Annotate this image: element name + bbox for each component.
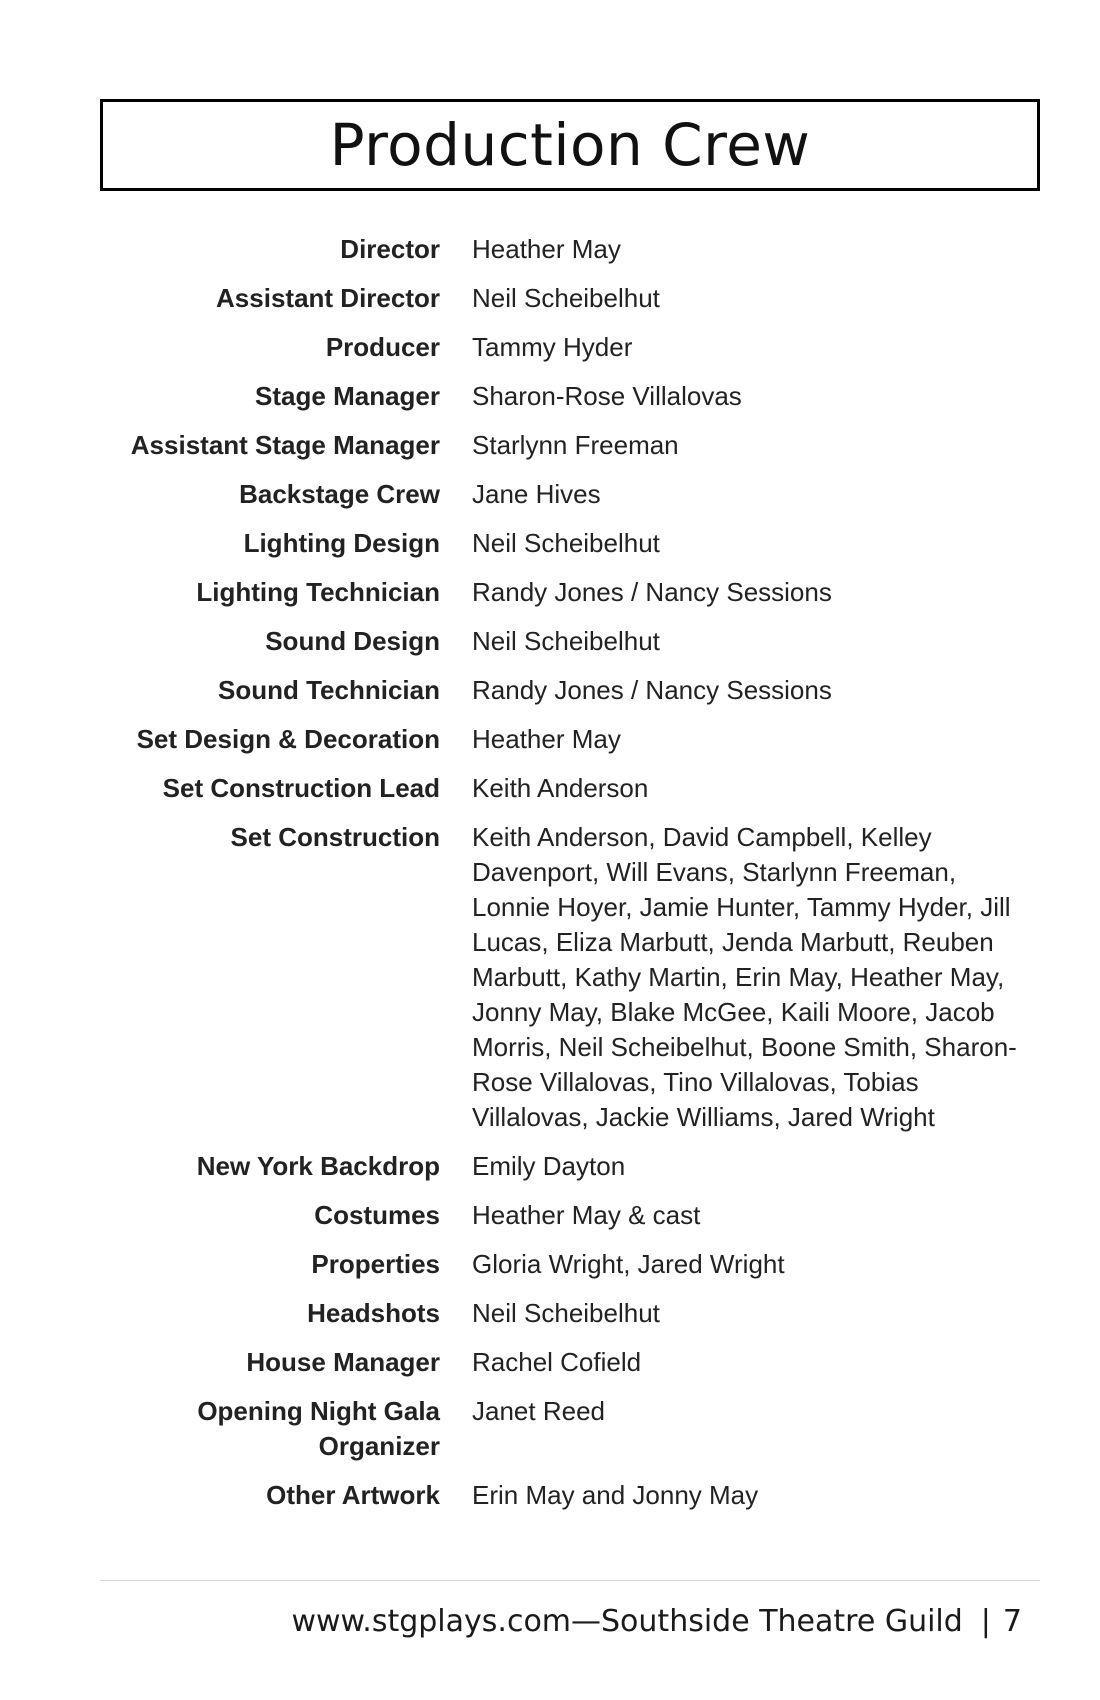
crew-row bbox=[100, 1247, 1040, 1282]
crew-names: Keith Anderson, David Campbell, Kelley Davenport, Will Evans, Starlynn Freeman, Lonnie Hoyer, Jamie Hunter, Tammy Hyder, Jill Lucas, Eliza Marbutt, Jenda Marbutt, Reuben Marbutt, Kathy Martin, Erin May, Heather May, Jonny May, Blake McGee, Kaili Moore, Jacob Morris, Neil Scheibelhut, Boone Smith, Sharon-Rose Villalovas, Tino Villalovas, Tobias Villalovas, Jackie Williams, Jared Wright bbox=[472, 822, 1017, 1132]
crew-row bbox=[100, 281, 1040, 316]
crew-names: Starlynn Freeman bbox=[472, 430, 679, 460]
crew-role: Set Construction bbox=[230, 822, 440, 852]
crew-names: Randy Jones / Nancy Sessions bbox=[472, 675, 832, 705]
crew-row bbox=[100, 820, 1040, 1135]
crew-row bbox=[100, 428, 1040, 463]
crew-row bbox=[100, 526, 1040, 561]
crew-role: Assistant Director bbox=[216, 283, 440, 313]
crew-row bbox=[100, 330, 1040, 365]
crew-names: Janet Reed bbox=[472, 1396, 605, 1426]
crew-role: Backstage Crew bbox=[239, 479, 440, 509]
crew-row bbox=[100, 722, 1040, 757]
crew-names: Randy Jones / Nancy Sessions bbox=[472, 577, 832, 607]
crew-row bbox=[100, 1394, 1040, 1464]
crew-row bbox=[100, 379, 1040, 414]
crew-role: Headshots bbox=[307, 1298, 440, 1328]
footer-separator: | bbox=[980, 1604, 991, 1639]
crew-row bbox=[100, 1345, 1040, 1380]
crew-role: Other Artwork bbox=[266, 1480, 440, 1510]
crew-row bbox=[100, 1296, 1040, 1331]
crew-names: Keith Anderson bbox=[472, 773, 649, 803]
footer bbox=[291, 1604, 1022, 1639]
page-title: Production Crew bbox=[329, 111, 811, 179]
title-box bbox=[100, 99, 1040, 191]
crew-role: Lighting Design bbox=[243, 528, 440, 558]
crew-names: Emily Dayton bbox=[472, 1151, 626, 1181]
crew-role: Set Design & Decoration bbox=[136, 724, 440, 754]
crew-role: Stage Manager bbox=[255, 381, 440, 411]
crew-names: Sharon-Rose Villalovas bbox=[472, 381, 742, 411]
crew-list bbox=[100, 232, 1040, 1527]
crew-role: Lighting Technician bbox=[196, 577, 440, 607]
crew-role: Sound Design bbox=[265, 626, 440, 656]
page-number: 7 bbox=[1002, 1604, 1022, 1639]
crew-role: New York Backdrop bbox=[196, 1151, 440, 1181]
crew-role: Set Construction Lead bbox=[162, 773, 440, 803]
crew-row bbox=[100, 1478, 1040, 1513]
crew-row bbox=[100, 477, 1040, 512]
crew-names: Neil Scheibelhut bbox=[472, 283, 660, 313]
crew-role: Sound Technician bbox=[218, 675, 440, 705]
crew-row bbox=[100, 1198, 1040, 1233]
crew-names: Heather May bbox=[472, 724, 621, 754]
footer-divider bbox=[100, 1580, 1040, 1581]
crew-names: Tammy Hyder bbox=[472, 332, 633, 362]
crew-row bbox=[100, 575, 1040, 610]
crew-role: Assistant Stage Manager bbox=[130, 430, 440, 460]
crew-role: Costumes bbox=[314, 1200, 440, 1230]
crew-role: Producer bbox=[325, 332, 440, 362]
crew-names: Neil Scheibelhut bbox=[472, 1298, 660, 1328]
footer-text: www.stgplays.com—Southside Theatre Guild bbox=[291, 1604, 963, 1639]
crew-row bbox=[100, 1149, 1040, 1184]
crew-role: Opening Night Gala Organizer bbox=[197, 1396, 440, 1461]
crew-names: Heather May & cast bbox=[472, 1200, 701, 1230]
crew-role: Director bbox=[340, 234, 440, 264]
crew-names: Gloria Wright, Jared Wright bbox=[472, 1249, 785, 1279]
crew-row bbox=[100, 624, 1040, 659]
crew-names: Jane Hives bbox=[472, 479, 601, 509]
crew-names: Heather May bbox=[472, 234, 621, 264]
crew-row bbox=[100, 673, 1040, 708]
crew-role: House Manager bbox=[246, 1347, 440, 1377]
crew-names: Neil Scheibelhut bbox=[472, 528, 660, 558]
crew-row bbox=[100, 232, 1040, 267]
crew-names: Neil Scheibelhut bbox=[472, 626, 660, 656]
crew-names: Rachel Cofield bbox=[472, 1347, 642, 1377]
crew-names: Erin May and Jonny May bbox=[472, 1480, 759, 1510]
crew-role: Properties bbox=[311, 1249, 440, 1279]
crew-row bbox=[100, 771, 1040, 806]
